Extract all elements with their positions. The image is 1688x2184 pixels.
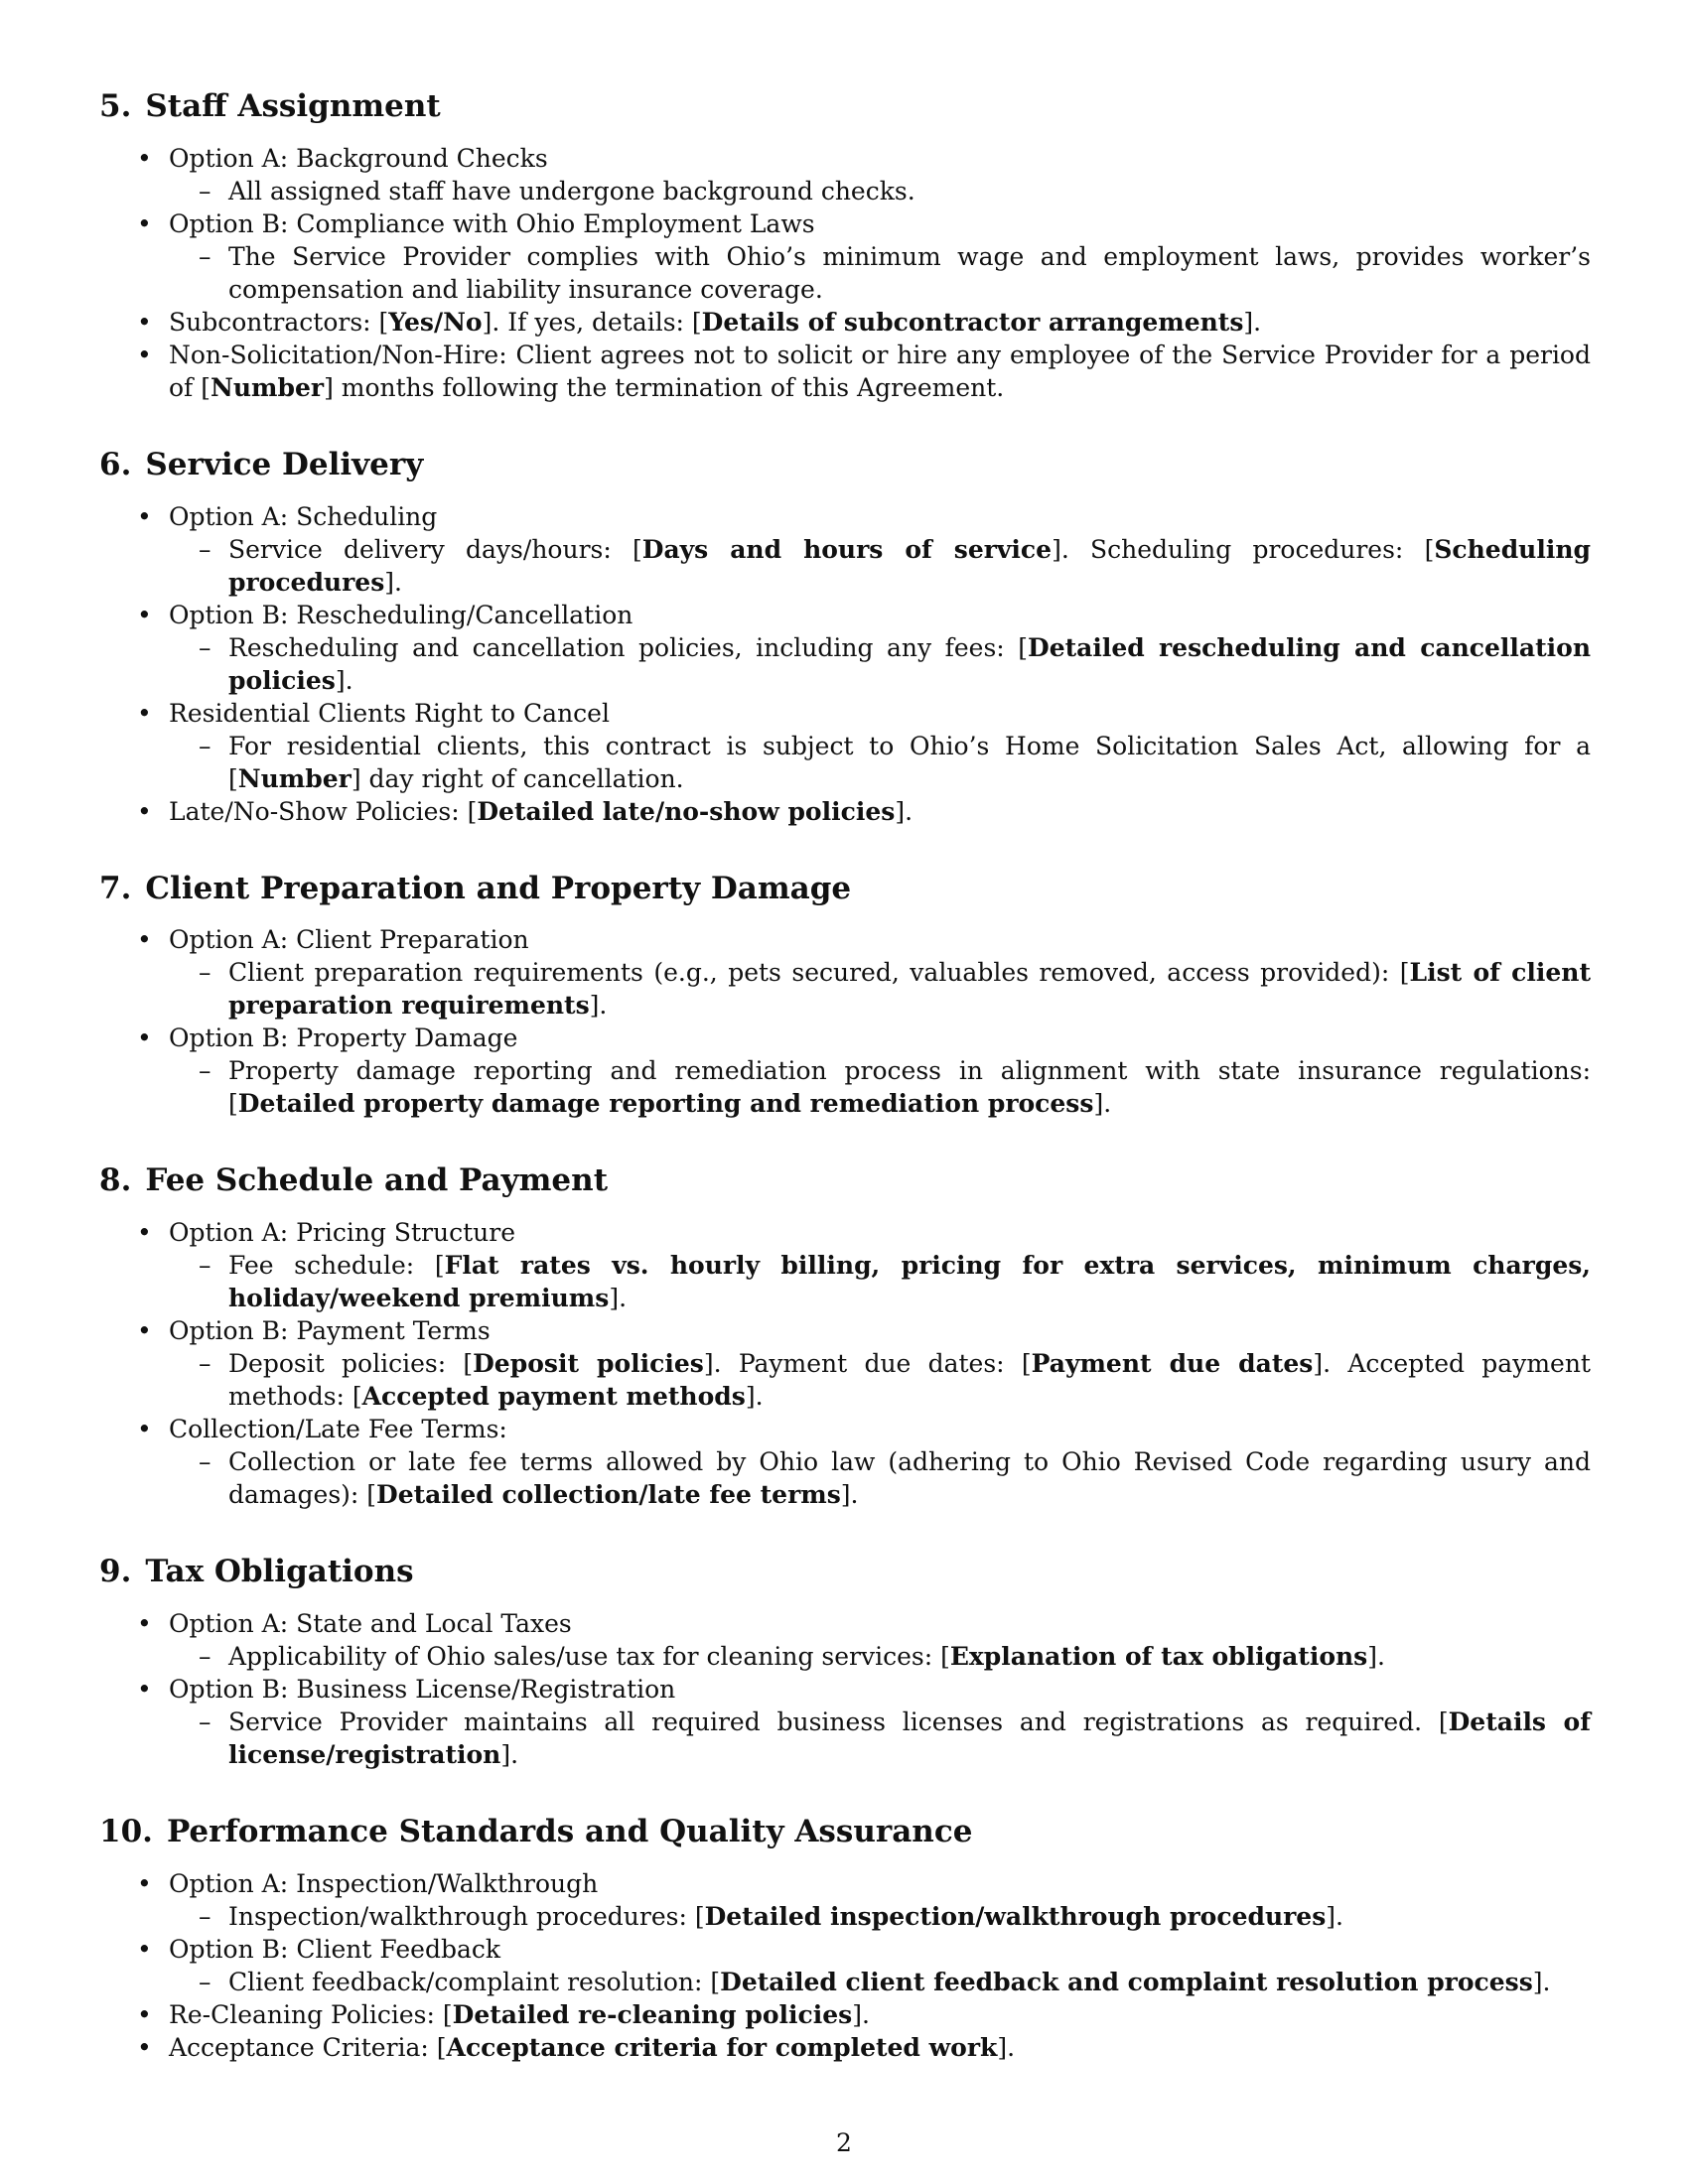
text-run: ]. Accepted payment methods: [ xyxy=(228,1349,1591,1411)
text-run: ]. xyxy=(500,1739,519,1769)
text-run: Option A: State and Local Taxes xyxy=(169,1608,572,1638)
section-title: Staff Assignment xyxy=(145,88,441,124)
list-item xyxy=(99,923,1591,1022)
section xyxy=(99,87,1591,404)
text-run: ]. xyxy=(1093,1089,1112,1119)
section-heading xyxy=(99,1553,1591,1591)
text-run: ]. xyxy=(589,991,608,1021)
text-run: Residential Clients Right to Cancel xyxy=(169,698,610,728)
placeholder-field: Flat rates vs. hourly billing, pricing for extra services, minimum charges, holiday/weekend premiums xyxy=(228,1251,1591,1312)
sub-list-item xyxy=(169,240,1591,306)
placeholder-field: Accepted payment methods xyxy=(361,1382,746,1411)
text-run: Property damage reporting and remediation process in alignment with state insurance regulations: [ xyxy=(228,1056,1591,1119)
sub-list xyxy=(169,1054,1591,1120)
bullet-list xyxy=(99,1867,1591,2064)
placeholder-field: Days and hours of service xyxy=(641,534,1053,564)
placeholder-field: Explanation of tax obligations xyxy=(949,1641,1368,1671)
text-run: ]. xyxy=(1367,1641,1385,1671)
placeholder-field: List of client preparation requirements xyxy=(228,958,1591,1021)
sub-list-item xyxy=(169,1900,1591,1933)
text-run: ]. xyxy=(609,1284,628,1312)
document-page xyxy=(99,87,1591,2106)
text-run: ]. xyxy=(840,1480,859,1509)
list-item xyxy=(99,1314,1591,1413)
text-run: Fee schedule: [ xyxy=(228,1251,445,1280)
section-number: 9. xyxy=(99,1554,132,1589)
text-run: ]. If yes, details: [ xyxy=(482,307,702,337)
sub-list-item xyxy=(169,175,1591,207)
sub-list xyxy=(169,730,1591,795)
placeholder-field: Details of subcontractor arrangements xyxy=(701,307,1244,337)
section-heading xyxy=(99,446,1591,484)
text-run: Collection/Late Fee Terms: xyxy=(169,1415,507,1443)
text-run: Collection or late fee terms allowed by Ohio law (adhering to Ohio Revised Code regarding usury and damages): [ xyxy=(228,1447,1591,1509)
text-run: Service delivery days/hours: [ xyxy=(228,534,642,564)
list-item xyxy=(99,1022,1591,1120)
section-heading xyxy=(99,1161,1591,1200)
section-number: 5. xyxy=(99,88,132,124)
text-run: Option B: Rescheduling/Cancellation xyxy=(169,600,633,629)
text-run: The Service Provider complies with Ohio’s minimum wage and employment laws, provides worker’s compensation and liability insurance coverage. xyxy=(228,241,1591,304)
text-run: ]. xyxy=(997,2032,1016,2062)
list-item xyxy=(99,142,1591,207)
placeholder-field: Acceptance criteria for completed work xyxy=(446,2032,998,2062)
text-run: Option A: Client Preparation xyxy=(169,925,529,955)
sub-list xyxy=(169,175,1591,207)
text-run: ]. xyxy=(1532,1967,1551,1996)
list-item xyxy=(99,500,1591,599)
bullet-list xyxy=(99,500,1591,828)
text-run: ]. xyxy=(745,1382,764,1411)
section-title: Client Preparation and Property Damage xyxy=(145,870,852,906)
text-run: Option B: Payment Terms xyxy=(169,1316,491,1345)
placeholder-field: Deposit policies xyxy=(473,1349,704,1378)
text-run: ]. xyxy=(384,567,402,597)
page-number: 2 xyxy=(836,2128,852,2157)
placeholder-field: Yes/No xyxy=(388,307,483,337)
text-run: Option B: Compliance with Ohio Employment Laws xyxy=(169,208,815,238)
list-item xyxy=(99,1216,1591,1314)
sub-list xyxy=(169,240,1591,306)
text-run: Acceptance Criteria: [ xyxy=(169,2032,447,2062)
sub-list xyxy=(169,1706,1591,1771)
list-item xyxy=(99,2031,1591,2064)
section xyxy=(99,870,1591,1121)
section-title: Tax Obligations xyxy=(145,1554,414,1589)
section-number: 7. xyxy=(99,870,132,906)
text-run: Client preparation requirements (e.g., pets secured, valuables removed, access provided): [ xyxy=(228,958,1410,988)
text-run: ]. xyxy=(895,796,914,826)
placeholder-field: Number xyxy=(237,763,352,793)
placeholder-field: Detailed property damage reporting and remediation process xyxy=(237,1089,1094,1119)
sub-list-item xyxy=(169,1054,1591,1120)
sub-list xyxy=(169,1966,1591,1998)
text-run: Option B: Business License/Registration xyxy=(169,1674,676,1704)
bullet-list xyxy=(99,1216,1591,1511)
text-run: Option A: Inspection/Walkthrough xyxy=(169,1868,599,1898)
text-run: All assigned staff have undergone background checks. xyxy=(228,176,915,205)
sub-list-item xyxy=(169,1966,1591,1998)
text-run: Rescheduling and cancellation policies, including any fees: [ xyxy=(228,632,1029,662)
section-title: Performance Standards and Quality Assurance xyxy=(166,1813,973,1849)
text-run: Non-Solicitation/Non-Hire: Client agrees not to solicit or hire any employee of the Service Provider for a period of [ xyxy=(169,340,1591,402)
sub-list xyxy=(169,1900,1591,1933)
section-title: Fee Schedule and Payment xyxy=(145,1162,609,1199)
sub-list-item xyxy=(169,533,1591,599)
list-item xyxy=(99,1998,1591,2031)
text-run: ]. xyxy=(852,1999,870,2029)
section-heading xyxy=(99,87,1591,126)
sub-list-item xyxy=(169,1347,1591,1413)
sub-list xyxy=(169,1445,1591,1511)
section-number: 8. xyxy=(99,1162,132,1199)
placeholder-field: Detailed re-cleaning policies xyxy=(452,1999,853,2029)
text-run: ]. xyxy=(335,665,353,695)
sub-list-item xyxy=(169,956,1591,1022)
sub-list-item xyxy=(169,1640,1591,1673)
text-run: Deposit policies: [ xyxy=(228,1349,474,1378)
placeholder-field: Detailed inspection/walkthrough procedures xyxy=(704,1901,1327,1931)
text-run: Late/No-Show Policies: [ xyxy=(169,796,478,826)
section xyxy=(99,1161,1591,1511)
text-run: Inspection/walkthrough procedures: [ xyxy=(228,1901,705,1931)
text-run: Option A: Scheduling xyxy=(169,501,438,531)
section-title: Service Delivery xyxy=(145,446,424,482)
sub-list-item xyxy=(169,1706,1591,1771)
list-item xyxy=(99,1413,1591,1511)
placeholder-field: Details of license/registration xyxy=(228,1706,1591,1769)
text-run: Applicability of Ohio sales/use tax for cleaning services: [ xyxy=(228,1641,950,1671)
list-item xyxy=(99,306,1591,339)
text-run: Client feedback/complaint resolution: [ xyxy=(228,1967,721,1996)
placeholder-field: Detailed collection/late fee terms xyxy=(376,1480,841,1509)
list-item xyxy=(99,1607,1591,1673)
placeholder-field: Detailed rescheduling and cancellation policies xyxy=(228,632,1592,695)
bullet-list xyxy=(99,923,1591,1120)
text-run: ]. Payment due dates: [ xyxy=(703,1349,1032,1378)
list-item xyxy=(99,795,1591,828)
placeholder-field: Scheduling procedures xyxy=(228,534,1592,597)
bullet-list xyxy=(99,1607,1591,1771)
placeholder-field: Number xyxy=(211,372,325,402)
section-heading xyxy=(99,870,1591,908)
sub-list xyxy=(169,1347,1591,1413)
section xyxy=(99,1553,1591,1771)
sub-list-item xyxy=(169,730,1591,795)
list-item xyxy=(99,1673,1591,1771)
section xyxy=(99,1813,1591,2064)
list-item xyxy=(99,1933,1591,1998)
text-run: Re-Cleaning Policies: [ xyxy=(169,1999,453,2029)
list-item xyxy=(99,339,1591,404)
text-run: ]. xyxy=(1243,307,1262,337)
list-item xyxy=(99,1867,1591,1933)
text-run: Subcontractors: [ xyxy=(169,307,389,337)
section-number: 10. xyxy=(99,1813,153,1849)
sub-list-item xyxy=(169,631,1591,697)
list-item xyxy=(99,207,1591,306)
placeholder-field: Payment due dates xyxy=(1031,1349,1314,1378)
sub-list-item xyxy=(169,1249,1591,1314)
list-item xyxy=(99,697,1591,795)
text-run: Option A: Background Checks xyxy=(169,143,548,173)
text-run: ] months following the termination of this Agreement. xyxy=(324,372,1005,402)
text-run: Option A: Pricing Structure xyxy=(169,1218,515,1247)
placeholder-field: Detailed late/no-show policies xyxy=(477,796,896,826)
sub-list xyxy=(169,631,1591,697)
sub-list xyxy=(169,1249,1591,1314)
text-run: Service Provider maintains all required business licenses and registrations as required. [ xyxy=(228,1706,1449,1736)
text-run: ]. xyxy=(1326,1901,1343,1931)
section-heading xyxy=(99,1813,1591,1851)
sub-list xyxy=(169,533,1591,599)
placeholder-field: Detailed client feedback and complaint resolution process xyxy=(720,1967,1533,1996)
text-run: Option B: Client Feedback xyxy=(169,1934,501,1964)
sub-list-item xyxy=(169,1445,1591,1511)
text-run: Option B: Property Damage xyxy=(169,1024,518,1053)
text-run: For residential clients, this contract is subject to Ohio’s Home Solicitation Sales Act, allowing for a [ xyxy=(228,731,1591,793)
sub-list xyxy=(169,1640,1591,1673)
section xyxy=(99,446,1591,828)
sub-list xyxy=(169,956,1591,1022)
section-number: 6. xyxy=(99,446,132,482)
text-run: ] day right of cancellation. xyxy=(351,763,684,793)
bullet-list xyxy=(99,142,1591,404)
list-item xyxy=(99,599,1591,697)
text-run: ]. Scheduling procedures: [ xyxy=(1052,534,1435,564)
